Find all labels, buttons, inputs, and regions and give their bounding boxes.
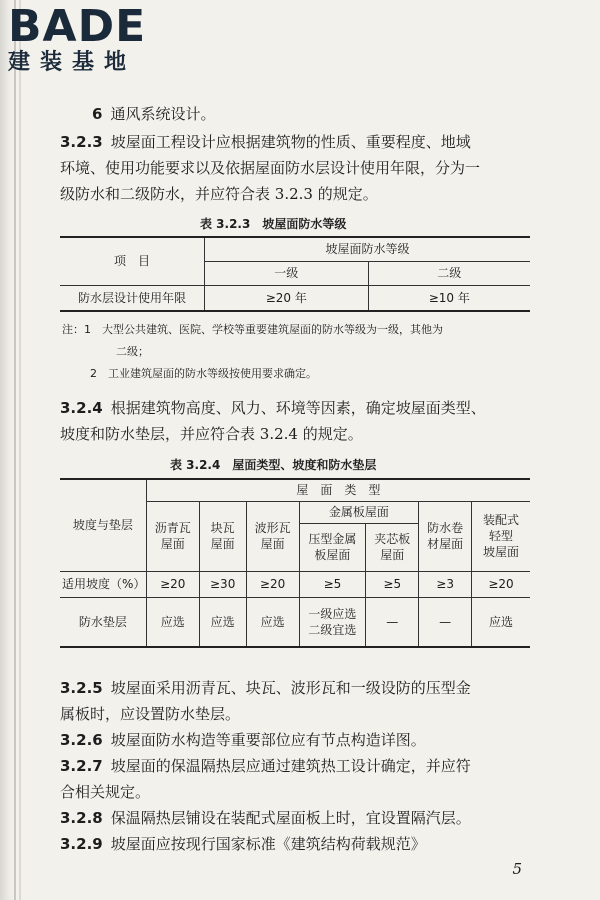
table-cell: 应选	[146, 597, 199, 647]
table-3-2-4	[60, 478, 530, 648]
clause-3-2-6: 3.2.6 坡屋面防水构造等重要部位应有节点构造详图。	[60, 731, 426, 749]
table-header-level-2: 二级	[368, 261, 530, 285]
clause-3-2-4-line-2: 坡度和防水垫层，并应符合表 3.2.4 的规定。	[60, 425, 363, 443]
table-cell: ≥10 年	[368, 285, 530, 311]
col-block-tile: 块瓦 屋面	[199, 501, 246, 571]
table-header-group: 坡屋面防水等级	[205, 237, 531, 261]
clause-3-2-4-line-1: 3.2.4 根据建筑物高度、风力、环境等因素，确定坡屋面类型、	[60, 399, 486, 417]
table-note-1: 注：1 大型公共建筑、医院、学校等重要建筑屋面的防水等级为一级，其他为	[62, 323, 443, 336]
clause-3-2-5-line-1: 3.2.5 坡屋面采用沥青瓦、块瓦、波形瓦和一级设防的压型金	[60, 679, 471, 697]
table-3-2-4-caption: 表 3.2.4 屋面类型、坡度和防水垫层	[170, 458, 377, 472]
col-metal-press: 压型金属 板屋面	[299, 523, 366, 571]
table-cell: ≥3	[419, 571, 472, 597]
intro-item: 6 通风系统设计。	[92, 105, 216, 123]
table-note-1-cont: 二级；	[116, 345, 149, 358]
table-cell: 应选	[246, 597, 299, 647]
clause-3-2-9: 3.2.9 坡屋面应按现行国家标准《建筑结构荷载规范》	[60, 835, 426, 853]
metal-group-header: 金属板屋面	[299, 501, 419, 523]
clause-number: 3.2.9	[60, 835, 103, 853]
table-3-2-3	[60, 236, 530, 312]
clause-3-2-7-line-1: 3.2.7 坡屋面的保温隔热层应通过建筑热工设计确定，并应符	[60, 757, 471, 775]
col-wave-tile: 波形瓦 屋面	[246, 501, 299, 571]
table-header-group: 屋 面 类 型	[146, 479, 530, 501]
clause-number: 3.2.3	[60, 133, 103, 151]
logo-wordmark: BADE	[8, 1, 147, 52]
table-cell: ≥20	[146, 571, 199, 597]
table-3-2-3-caption: 表 3.2.3 坡屋面防水等级	[200, 217, 347, 231]
col-prefab: 装配式 轻型 坡屋面	[472, 501, 530, 571]
table-cell: ≥5	[366, 571, 419, 597]
clause-3-2-5-line-2: 属板时，应设置防水垫层。	[60, 705, 241, 723]
table-cell: ≥20 年	[205, 285, 369, 311]
table-cell: ≥20	[246, 571, 299, 597]
table-cell: 应选	[472, 597, 530, 647]
clause-number: 3.2.5	[60, 679, 103, 697]
table-cell: ≥5	[299, 571, 366, 597]
table-header-item: 项 目	[60, 237, 205, 285]
table-cell: ≥20	[472, 571, 530, 597]
table-header-row-label: 坡度与垫层	[60, 479, 146, 571]
clause-3-2-3-line-2: 环境、使用功能要求以及依据屋面防水层设计使用年限，分为一	[60, 159, 481, 177]
clause-3-2-3-line-3: 级防水和二级防水，并应符合表 3.2.3 的规定。	[60, 185, 378, 203]
page-number: 5	[512, 860, 522, 878]
clause-3-2-3-line-1: 3.2.3 坡屋面工程设计应根据建筑物的性质、重要程度、地域	[60, 133, 471, 151]
table-cell: —	[419, 597, 472, 647]
table-cell: ≥30	[199, 571, 246, 597]
table-cell: —	[366, 597, 419, 647]
clause-number: 3.2.7	[60, 757, 103, 775]
clause-number: 3.2.8	[60, 809, 103, 827]
table-row-label: 防水层设计使用年限	[60, 285, 205, 311]
row-slope-label: 适用坡度（%）	[60, 571, 146, 597]
logo	[8, 1, 147, 76]
clause-3-2-7-line-2: 合相关规定。	[60, 783, 151, 801]
col-membrane: 防水卷 材屋面	[419, 501, 472, 571]
spine-line	[14, 0, 16, 900]
spine-line	[19, 0, 21, 900]
col-asphalt-tile: 沥青瓦 屋面	[146, 501, 199, 571]
table-header-level-1: 一级	[205, 261, 369, 285]
col-sandwich: 夹芯板 屋面	[366, 523, 419, 571]
clause-3-2-8: 3.2.8 保温隔热层铺设在装配式屋面板上时，宜设置隔汽层。	[60, 809, 471, 827]
table-note-2: 2 工业建筑屋面的防水等级按使用要求确定。	[90, 367, 317, 380]
clause-number: 3.2.6	[60, 731, 103, 749]
table-cell: 一级应选 二级宜选	[299, 597, 366, 647]
row-underlay-label: 防水垫层	[60, 597, 146, 647]
clause-number: 3.2.4	[60, 399, 103, 417]
logo-subtitle: 建装基地	[8, 50, 137, 75]
page-spine-shadow	[0, 0, 14, 900]
table-cell: 应选	[199, 597, 246, 647]
